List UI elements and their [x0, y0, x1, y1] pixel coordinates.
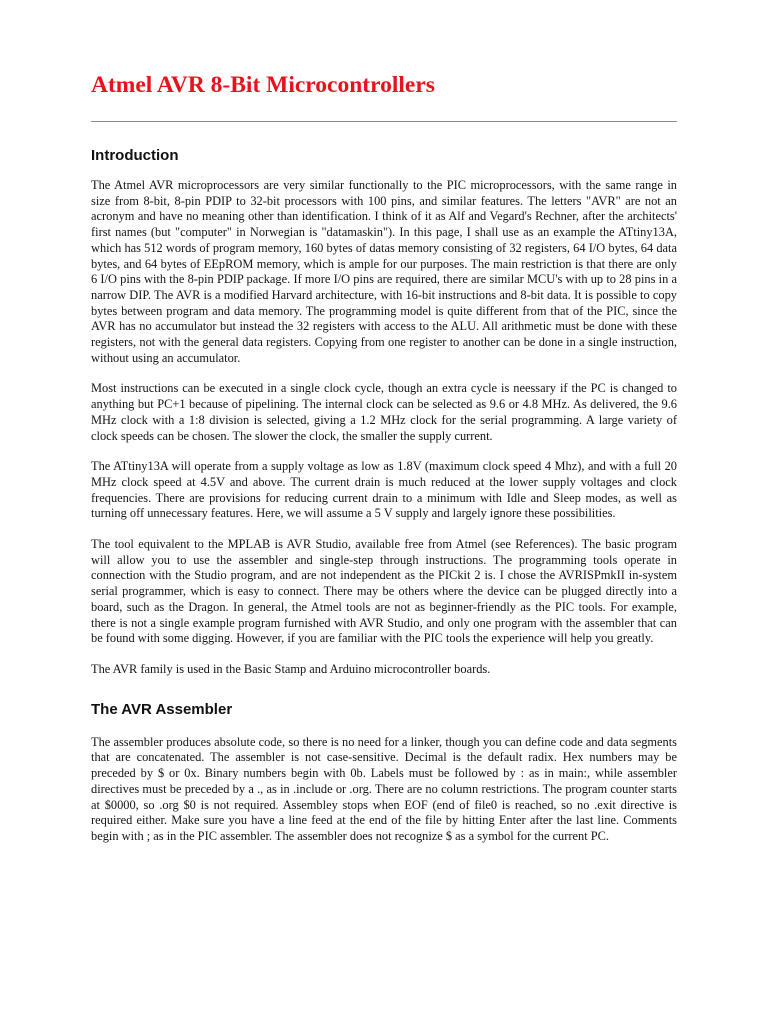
title-divider	[91, 121, 677, 122]
section-heading-introduction: Introduction	[91, 147, 179, 164]
intro-paragraph-1: The Atmel AVR microprocessors are very similar functionally to the PIC microprocessors, with the same range in size from 8-bit, 8-pin PDIP to 32-bit processors with 100 pins, and similar features. The letters "AVR" are not an acronym and have no meaning other than identification. I think of it as Alf and Vegard's Rechner, after the architects' first names (but "computer" in Norwegian is "datamaskin"). In this page, I shall use as an example the ATtiny13A, which has 512 words of program memory, 160 bytes of datas memory consisting of 32 registers, 64 I/O bytes, 64 data bytes, and 64 bytes of EEpROM memory, which is ample for our purposes. The main restriction is that there are only 6 I/O pins with the 8-pin PDIP package. If more I/O pins are required, there are similar MCU's with up to 28 pins in a narrow DIP. The AVR is a modified Harvard architecture, with 16-bit instructions and 8-bit data. It is possible to copy bytes between program and data memory. The programming model is quite different from that of the PIC, since the AVR has no accumulator but instead the 32 registers with access to the ALU. All arithmetic must be done with these registers, not with the general data registers. Copying from one register to another can be done in a single instruction, without using an accumulator.	[91, 178, 677, 365]
page-title: Atmel AVR 8-Bit Microcontrollers	[91, 72, 435, 98]
section-heading-avr-assembler: The AVR Assembler	[91, 700, 233, 718]
assembler-paragraph-1: The assembler produces absolute code, so there is no need for a linker, though you can define code and data segments that are concatenated. The assembler is not case-sensitive. Decimal is the default radix. Hex numbers may be preceded by $ or 0x. Binary numbers begin with 0b. Labels must be followed by : as in main:, while assembler directives must be preceded by a ., as in .include or .org. There are no column restrictions. The program counter starts at $0000, so .org $0 is not required. Assembley stops when EOF (end of file0 is reached, so no .exit directive is required either. Make sure you have a line feed at the end of the file by hitting Enter after the last line. Comments begin with ; as in the PIC assembler. The assembler does not recognize $ as a symbol for the current PC.	[91, 734, 677, 843]
intro-paragraph-2: Most instructions can be executed in a single clock cycle, though an extra cycle is neessary if the PC is changed to anything but PC+1 because of pipelining. The internal clock can be selected as 9.6 or 4.8 MHz. As delivered, the 9.6 MHz clock with a 1:8 division is selected, giving a 1.2 MHz clock for the serial programming. A large variety of clock speeds can be chosen. The slower the clock, the smaller the supply current.	[91, 381, 677, 443]
intro-paragraph-5: The AVR family is used in the Basic Stamp and Arduino microcontroller boards.	[91, 661, 491, 676]
intro-paragraph-3: The ATtiny13A will operate from a supply voltage as low as 1.8V (maximum clock speed 4 Mhz), and with a full 20 MHz clock speed at 4.5V and above. The current drain is much reduced at the lower supply voltages and clock frequencies. There are provisions for reducing current drain to a minimum with Idle and Sleep modes, as well as turning off unnecessary features. Here, we will assume a 5 V supply and largely ignore these possibilities.	[91, 459, 677, 521]
intro-paragraph-4: The tool equivalent to the MPLAB is AVR Studio, available free from Atmel (see References). The basic program will allow you to use the assembler and single-step through instructions. The programming tools operate in connection with the Studio program, and are not independent as the PICkit 2 is. I chose the AVRISPmkII in-system serial programmer, which is easy to connect. There may be others where the device can be plugged directly into a board, such as the Dragon. In general, the Atmel tools are not as beginner-friendly as the PIC tools. For example, there is not a single example program furnished with AVR Studio, and only one program with the assembler that can be found with some digging. However, if you are familiar with the PIC tools the experience will help you greatly.	[91, 537, 677, 646]
